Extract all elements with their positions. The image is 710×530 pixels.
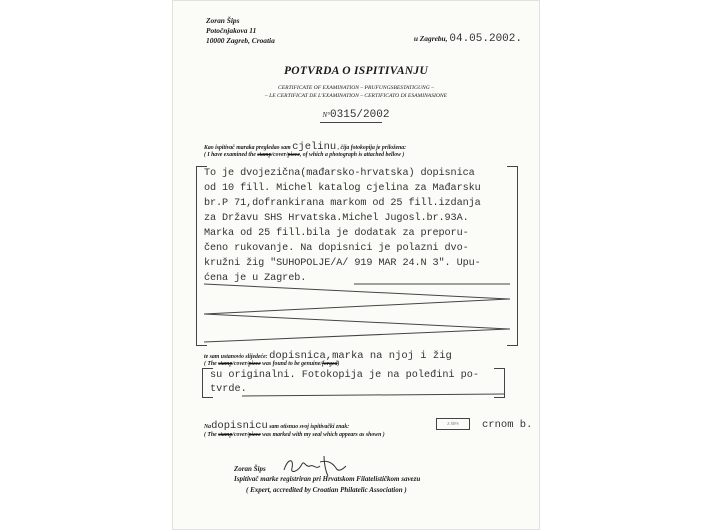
seal-ink-note: crnom b. [482, 419, 533, 431]
established-value-1: dopisnica,marka na njoj i žig [269, 350, 452, 362]
expert-seal-text: Z.ŠIPS [447, 421, 459, 426]
examined-en-a: ( I have examined the [204, 152, 258, 158]
description-line: To je dvojezična(mađarsko-hrvatska) dopisnica [204, 168, 475, 179]
established-value-2: su originalni. Fotokopija je na poleđini po- [210, 370, 479, 381]
seal-en-a: ( The [204, 432, 219, 438]
subtitle-line-2: – LE CERTIFICAT DE L'EXAMINATION – CERTIFICATO DI ESAMINASIONE [264, 93, 448, 99]
footer-line-1: Ispitivač marke registriran pri Hrvatskom Filatelističkom savezu [234, 475, 421, 483]
sender-street: Potočnjakova 11 [206, 26, 257, 35]
established-en-forged: forged [322, 361, 338, 367]
subtitle-line-1: CERTIFICATE OF EXAMINATION – PRUFUNGSBESTATIGUNG – [277, 85, 435, 91]
established-en-c: ) [337, 361, 340, 367]
description-line: Marka od 25 fill.bila je dodatak za preporu- [204, 228, 469, 239]
seal-label: sam otisnuo svoj ispitivački znak: [269, 424, 350, 430]
examined-label-a: Kao ispitivač maraka pregledao sam [204, 145, 291, 151]
description-line: od 10 fill. Michel katalog cjelina za Mađarsku [204, 183, 481, 194]
examined-value: cjelinu [292, 141, 337, 153]
date-prefix: u Zagrebu, [413, 34, 448, 43]
seal-value: dopisnicu [211, 420, 268, 432]
seal-prefix: Na [204, 424, 212, 430]
examined-en-b: , of which a photograph is attached bellow ) [299, 152, 405, 158]
description-line: kružni žig "SUHOPOLJE/A/ 919 MAR 24.N 3". Upu- [204, 258, 481, 269]
established-label: te sam ustanovio slijedeće: [204, 354, 268, 360]
description-line: ćena je u Zagreb. [204, 273, 307, 284]
cancel-lines [204, 168, 510, 348]
examined-en-cover: /cover/ [271, 152, 288, 158]
seal-en-stamp: stamp [218, 432, 233, 438]
certificate-sheet [172, 0, 540, 530]
expert-seal-mark [436, 418, 470, 430]
examined-en-stamp: stamp [257, 152, 272, 158]
seal-en-piece: piece [248, 432, 261, 438]
seal-line [204, 420, 349, 432]
description-block [204, 168, 510, 348]
established-en-a: ( The [204, 361, 219, 367]
certificate-number-value: 0315/2002 [330, 109, 390, 121]
date-line [414, 33, 522, 45]
sender-block [206, 16, 275, 46]
established-en-b: was found to be genuine/ [260, 361, 323, 367]
footer-name: Zoran Šips [234, 465, 266, 473]
examined-translation [204, 152, 404, 158]
established-en-stamp: stamp [218, 361, 233, 367]
sender-name: Zoran Šips [206, 16, 240, 25]
examined-en-piece: piece [287, 152, 300, 158]
seal-en-cover: /cover/ [232, 432, 249, 438]
established-cancel-line [172, 370, 540, 400]
description-line: br.P 71,dofrankirana markom od 25 fill.izdanja [204, 198, 481, 209]
certificate-number-prefix: N° [322, 111, 331, 119]
description-line: za Državu SHS Hrvatska.Michel Jugosl.br.93A. [204, 213, 469, 224]
established-value-3: tvrde. [210, 384, 247, 395]
established-en-cover: /cover/ [232, 361, 249, 367]
certificate-number [172, 109, 540, 121]
footer-line-2: ( Expert, accredited by Croatian Philatelic Association ) [246, 486, 407, 494]
established-translation [204, 361, 339, 367]
sender-city: 10000 Zagreb, Croatia [206, 36, 275, 45]
established-en-piece: piece [248, 361, 261, 367]
number-underline [320, 122, 382, 123]
document-title: POTVRDA O ISPITIVANJU [283, 65, 429, 77]
description-line: čeno rukovanje. Na dopisnici je polazni dvo- [204, 243, 469, 254]
date-value: 04.05.2002. [449, 33, 522, 45]
seal-translation [204, 432, 385, 438]
seal-en-b: was marked with my seal which appears as shown ) [260, 432, 385, 438]
examined-label-b: , čija fotokopija je priložena: [337, 145, 407, 151]
